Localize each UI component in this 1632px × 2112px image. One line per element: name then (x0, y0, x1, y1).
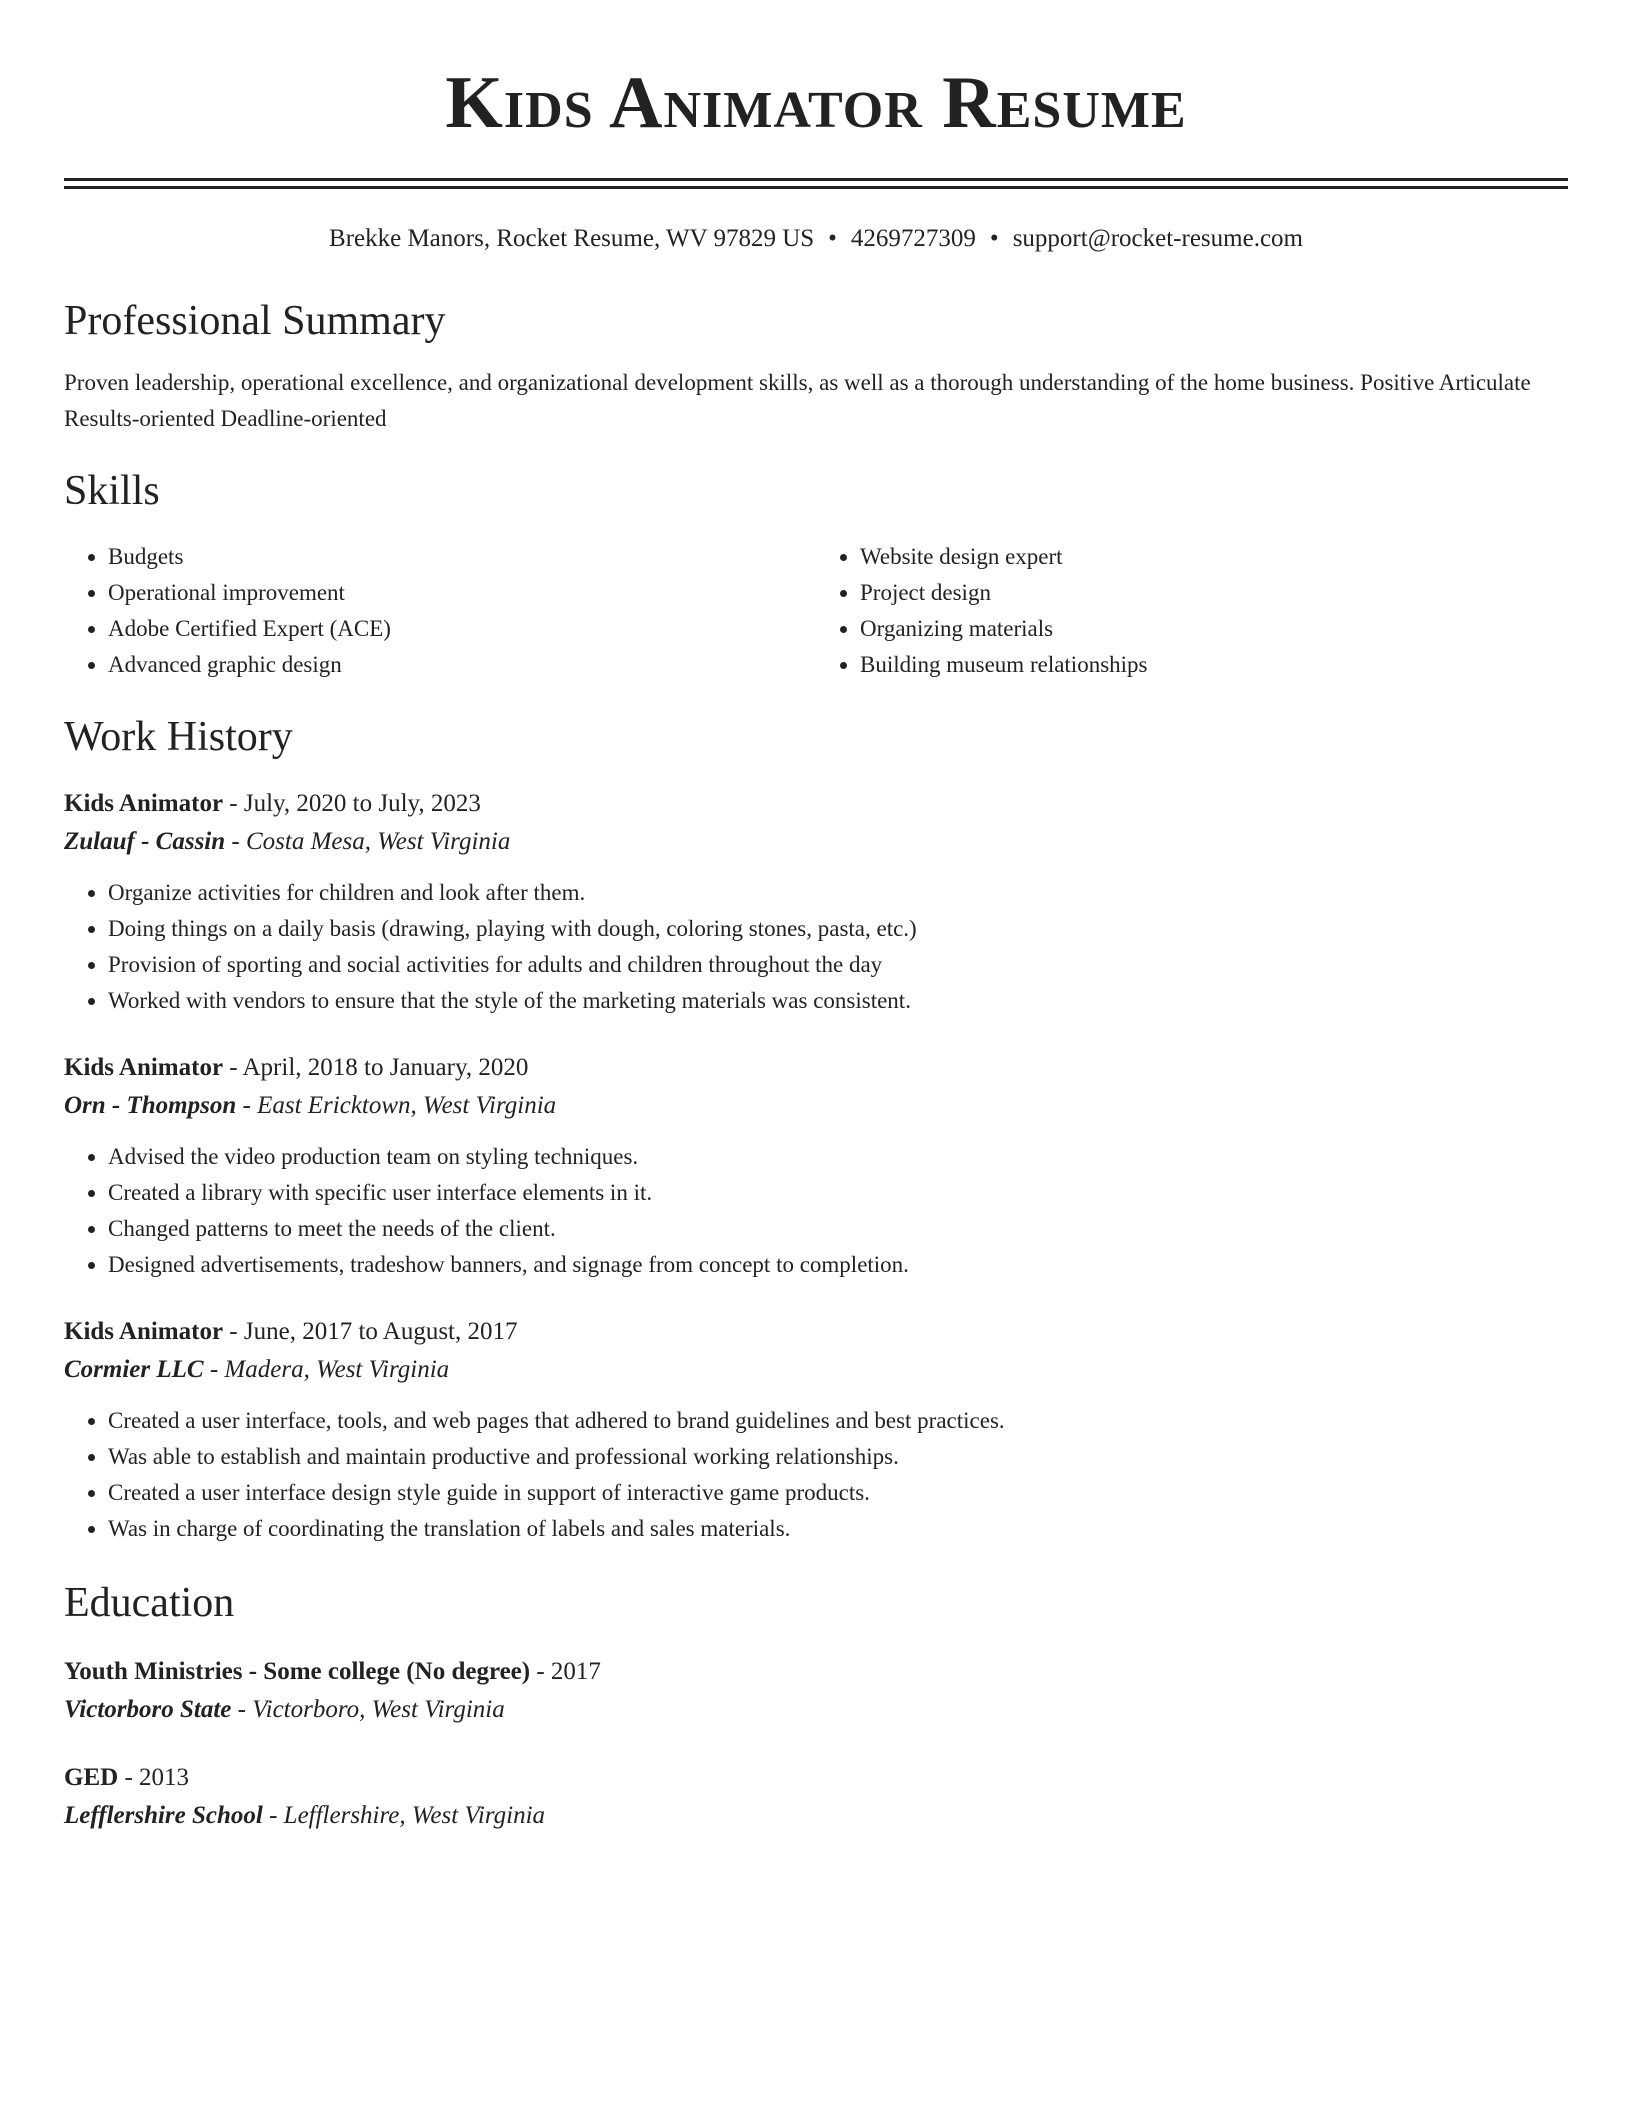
job-bullet: • Created a user interface design style guide in support of interactive game products. (108, 1475, 1568, 1511)
job-bullets (64, 875, 1568, 1019)
job-header (64, 1313, 1568, 1351)
job-title: Kids Animator (64, 1318, 224, 1345)
skill-item: • Project design (860, 575, 1568, 611)
job-location: - East Ericktown, West Virginia (236, 1092, 557, 1119)
work-history-heading: Work History (64, 714, 293, 760)
job-bullet: • Worked with vendors to ensure that the style of the marketing materials was consistent. (108, 983, 1568, 1019)
job-bullet: • Provision of sporting and social activities for adults and children throughout the day (108, 947, 1568, 983)
job-employer (64, 1351, 1568, 1389)
job-title: Kids Animator (64, 1054, 224, 1081)
job-company: Cormier LLC (64, 1356, 204, 1383)
job-bullet: • Advised the video production team on styling techniques. (108, 1139, 1568, 1175)
skills-column-left (64, 539, 816, 683)
job-employer (64, 1087, 1568, 1125)
job-entry (64, 1313, 1568, 1547)
job-title: Kids Animator (64, 790, 224, 817)
skill-item: • Adobe Certified Expert (ACE) (108, 611, 816, 647)
education-degree: GED (64, 1764, 119, 1791)
summary-text: Proven leadership, operational excellence, and organizational development skills, as well as a thorough understanding of the home business. Positive Articulate Results-oriented Deadline-oriented (64, 370, 1531, 431)
title-divider (64, 178, 1568, 189)
job-header (64, 785, 1568, 823)
education-school: Lefflershire School (64, 1802, 263, 1829)
skill-item: • Website design expert (860, 539, 1568, 575)
education-year: - 2017 (530, 1658, 601, 1685)
skill-item: • Operational improvement (108, 575, 816, 611)
education-header (64, 1759, 1568, 1797)
job-bullet: • Designed advertisements, tradeshow banners, and signage from concept to completion. (108, 1247, 1568, 1283)
skills-heading: Skills (64, 468, 160, 514)
education-degree: Youth Ministries - Some college (No degree) (64, 1658, 531, 1685)
job-dates: - June, 2017 to August, 2017 (223, 1318, 518, 1345)
job-bullet: • Changed patterns to meet the needs of the client. (108, 1211, 1568, 1247)
job-company: Orn - Thompson (64, 1092, 237, 1119)
education-heading: Education (64, 1580, 235, 1626)
job-bullet: • Created a library with specific user interface elements in it. (108, 1175, 1568, 1211)
skills-list (64, 539, 1568, 683)
contact-address: Brekke Manors, Rocket Resume, WV 97829 US (329, 225, 815, 252)
skill-item: • Organizing materials (860, 611, 1568, 647)
education-location: - Victorboro, West Virginia (231, 1696, 505, 1723)
job-bullets (64, 1403, 1568, 1547)
contact-phone: 4269727309 (850, 225, 976, 252)
education-institution (64, 1691, 1568, 1729)
job-header (64, 1049, 1568, 1087)
job-location: - Costa Mesa, West Virginia (225, 828, 511, 855)
job-bullets (64, 1139, 1568, 1283)
job-entry (64, 785, 1568, 1019)
contact-separator: • (989, 225, 999, 252)
education-entry (64, 1759, 1568, 1835)
education-school: Victorboro State (64, 1696, 232, 1723)
contact-line (64, 223, 1568, 255)
job-employer (64, 823, 1568, 861)
education-entry (64, 1653, 1568, 1729)
job-bullet: • Was in charge of coordinating the translation of labels and sales materials. (108, 1511, 1568, 1547)
resume-title: Kids Animator Resume (445, 62, 1187, 144)
education-year: - 2013 (118, 1764, 190, 1791)
job-dates: - July, 2020 to July, 2023 (223, 790, 481, 817)
contact-email: support@rocket-resume.com (1012, 225, 1303, 252)
skills-column-right (816, 539, 1568, 683)
job-entry (64, 1049, 1568, 1283)
skill-item: • Advanced graphic design (108, 647, 816, 683)
job-location: - Madera, West Virginia (203, 1356, 450, 1383)
job-dates: - April, 2018 to January, 2020 (223, 1054, 529, 1081)
education-header (64, 1653, 1568, 1691)
education-location: - Lefflershire, West Virginia (262, 1802, 546, 1829)
job-bullet: • Created a user interface, tools, and web pages that adhered to brand guidelines and best practices. (108, 1403, 1568, 1439)
job-company: Zulauf - Cassin (64, 828, 226, 855)
education-institution (64, 1797, 1568, 1835)
skill-item: • Building museum relationships (860, 647, 1568, 683)
summary-heading: Professional Summary (64, 298, 446, 344)
job-bullet: • Doing things on a daily basis (drawing, playing with dough, coloring stones, pasta, etc.) (108, 911, 1568, 947)
skill-item: • Budgets (108, 539, 816, 575)
job-bullet: • Was able to establish and maintain productive and professional working relationships. (108, 1439, 1568, 1475)
job-bullet: • Organize activities for children and look after them. (108, 875, 1568, 911)
contact-separator: • (828, 225, 837, 252)
